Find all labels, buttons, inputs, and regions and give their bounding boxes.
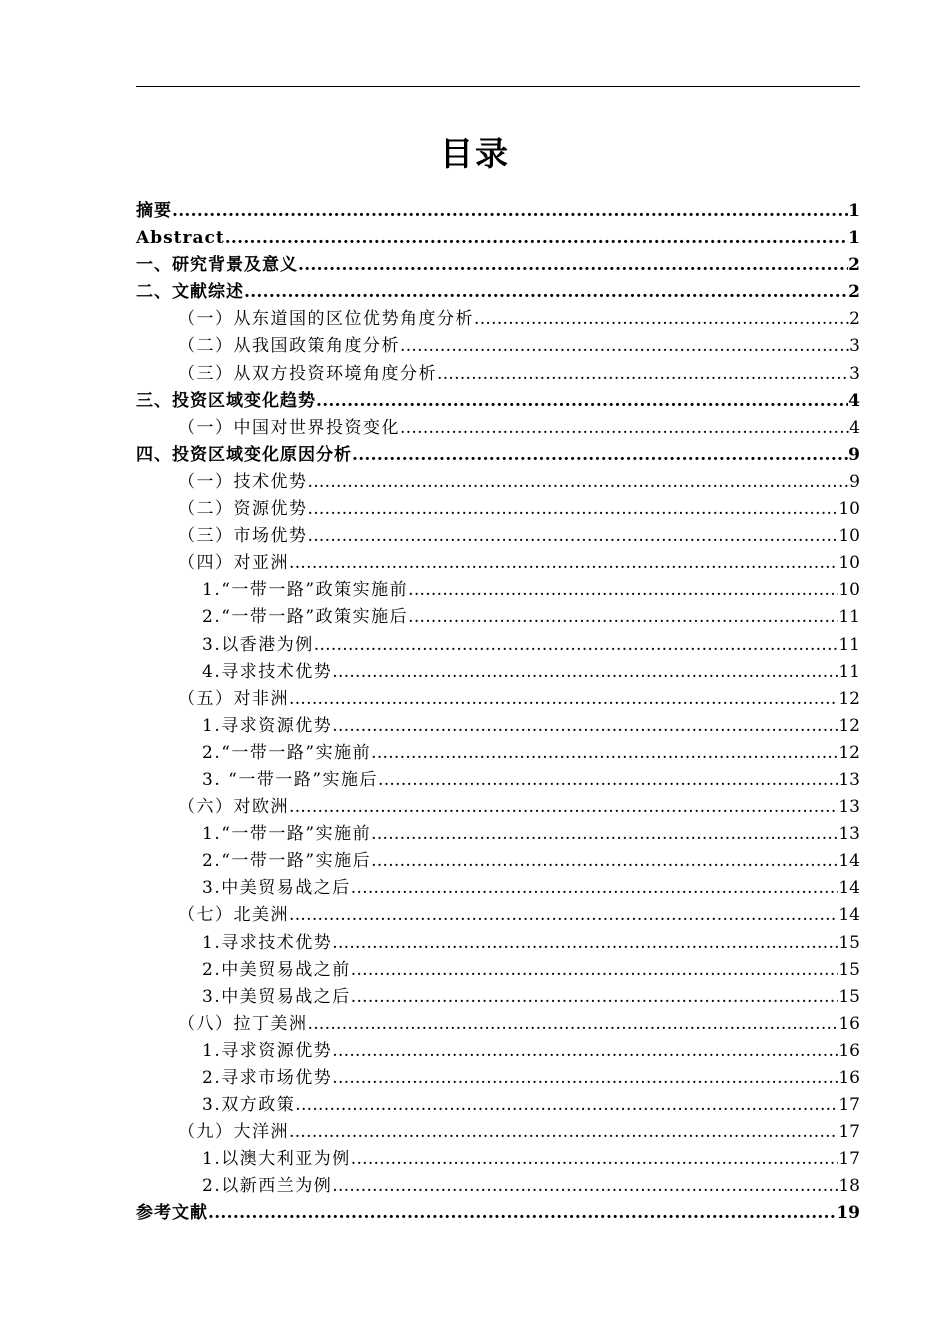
- toc-entry-label: 2.“一带一路”实施后: [202, 851, 372, 872]
- toc-entry-page-number: 17: [838, 1122, 860, 1143]
- toc-entry-label: 1.寻求技术优势: [202, 932, 333, 953]
- toc-entry-label: （五）对非洲: [178, 688, 289, 709]
- dot-leader: [289, 794, 838, 821]
- toc-entry[interactable]: [136, 902, 860, 929]
- dot-leader: [332, 713, 838, 740]
- dot-leader: [208, 1200, 836, 1227]
- toc-entry[interactable]: [136, 252, 860, 279]
- dot-leader: [332, 1173, 838, 1200]
- dot-leader: [332, 1065, 838, 1092]
- toc-entry[interactable]: [136, 984, 860, 1011]
- toc-entry-label: （一）技术优势: [178, 471, 308, 492]
- toc-entry[interactable]: [136, 1200, 860, 1227]
- toc-entry-page-number: 15: [838, 959, 860, 980]
- toc-entry-page-number: 4: [848, 390, 860, 411]
- toc-entry-label: 3.双方政策: [202, 1095, 296, 1116]
- toc-entry-label: 三、投资区域变化趋势: [136, 390, 316, 411]
- toc-entry[interactable]: [136, 279, 860, 306]
- dot-leader: [308, 1011, 839, 1038]
- header-rule: [136, 86, 860, 87]
- toc-entry[interactable]: [136, 550, 860, 577]
- toc-entry-label: 2.“一带一路”实施前: [202, 742, 372, 763]
- toc-entry-page-number: 11: [838, 661, 860, 682]
- toc-entry[interactable]: [136, 1065, 860, 1092]
- dot-leader: [289, 902, 838, 929]
- toc-entry[interactable]: [136, 713, 860, 740]
- toc-entry-page-number: 10: [838, 499, 860, 520]
- toc-entry-label: （三）从双方投资环境角度分析: [178, 363, 437, 384]
- toc-entry-page-number: 15: [838, 986, 860, 1007]
- dot-leader: [308, 469, 850, 496]
- toc-entry[interactable]: [136, 496, 860, 523]
- toc-entry-page-number: 10: [838, 580, 860, 601]
- toc-entry-page-number: 10: [838, 553, 860, 574]
- dot-leader: [378, 767, 838, 794]
- toc-entry-label: 二、文献综述: [136, 282, 244, 303]
- dot-leader: [225, 225, 848, 252]
- toc-entry-label: Abstract: [136, 228, 225, 249]
- toc-entry-page-number: 9: [849, 471, 860, 492]
- toc-entry[interactable]: [136, 577, 860, 604]
- dot-leader: [289, 550, 838, 577]
- toc-entry[interactable]: [136, 361, 860, 388]
- toc-entry-page-number: 12: [838, 688, 860, 709]
- toc-entry[interactable]: [136, 740, 860, 767]
- toc-entry[interactable]: [136, 1038, 860, 1065]
- toc-entry-page-number: 13: [838, 824, 860, 845]
- dot-leader: [172, 198, 848, 225]
- page-title: 目录: [440, 134, 510, 173]
- toc-entry-page-number: 2: [848, 282, 860, 303]
- dot-leader: [308, 496, 839, 523]
- toc-entry[interactable]: [136, 415, 860, 442]
- toc-entry-page-number: 2: [848, 255, 860, 276]
- dot-leader: [244, 279, 848, 306]
- toc-entry-page-number: 14: [838, 905, 860, 926]
- toc-entry-label: 1.以澳大利亚为例: [202, 1149, 351, 1170]
- toc-entry[interactable]: [136, 1011, 860, 1038]
- toc-entry-label: （一）从东道国的区位优势角度分析: [178, 309, 474, 330]
- toc-entry[interactable]: [136, 1146, 860, 1173]
- toc-entry-label: （一）中国对世界投资变化: [178, 417, 400, 438]
- dot-leader: [371, 821, 838, 848]
- dot-leader: [474, 306, 849, 333]
- toc-entry[interactable]: [136, 388, 860, 415]
- dot-leader: [371, 848, 838, 875]
- toc-entry-label: 4.寻求技术优势: [202, 661, 333, 682]
- toc-entry-label: 2.“一带一路”政策实施后: [202, 607, 409, 628]
- toc-entry-label: 2.寻求市场优势: [202, 1068, 333, 1088]
- toc-entry[interactable]: [136, 957, 860, 984]
- toc-entry-page-number: 15: [838, 932, 860, 953]
- toc-entry-page-number: 12: [838, 742, 860, 763]
- toc-entry-page-number: 3: [849, 363, 860, 384]
- toc-entry-label: （七）北美洲: [178, 905, 289, 926]
- toc-entry-page-number: 14: [838, 851, 860, 872]
- dot-leader: [400, 333, 849, 360]
- toc-entry-page-number: 3: [849, 336, 860, 357]
- toc-entry[interactable]: [136, 333, 860, 360]
- dot-leader: [295, 1092, 838, 1119]
- toc-entry-label: （三）市场优势: [178, 526, 308, 547]
- toc-entry-page-number: 16: [838, 1013, 860, 1034]
- toc-entry-page-number: 18: [838, 1176, 860, 1197]
- toc-entry[interactable]: [136, 794, 860, 821]
- dot-leader: [316, 388, 848, 415]
- toc-entry-page-number: 11: [838, 634, 860, 655]
- toc-entry[interactable]: [136, 523, 860, 550]
- toc-entry-page-number: 12: [838, 715, 860, 736]
- toc-entry-page-number: 2: [849, 309, 860, 330]
- toc-entry-label: （六）对欧洲: [178, 797, 289, 818]
- toc-entry-label: 参考文献: [136, 1203, 208, 1224]
- toc-entry-page-number: 16: [838, 1068, 860, 1088]
- toc-entry[interactable]: [136, 1119, 860, 1146]
- dot-leader: [332, 930, 838, 957]
- toc-entry[interactable]: [136, 225, 860, 252]
- toc-entry-label: 3. “一带一路”实施后: [202, 769, 379, 790]
- toc-entry-page-number: 17: [838, 1095, 860, 1116]
- toc-entry-label: （四）对亚洲: [178, 553, 289, 574]
- toc-entry[interactable]: [136, 875, 860, 902]
- dot-leader: [371, 740, 838, 767]
- toc-entry[interactable]: [136, 469, 860, 496]
- toc-entry-label: 摘要: [136, 201, 172, 221]
- toc-entry-label: （九）大洋洲: [178, 1122, 289, 1143]
- toc-entry-label: 四、投资区域变化原因分析: [136, 444, 352, 465]
- toc-entry[interactable]: [136, 632, 860, 659]
- toc-entry[interactable]: [136, 848, 860, 875]
- toc-entry-page-number: 13: [838, 769, 860, 790]
- toc-entry-label: （八）拉丁美洲: [178, 1013, 308, 1034]
- toc-entry-page-number: 19: [836, 1203, 860, 1224]
- dot-leader: [332, 1038, 838, 1065]
- dot-leader: [351, 984, 839, 1011]
- dot-leader: [400, 415, 849, 442]
- toc-entry-label: （二）资源优势: [178, 499, 308, 520]
- toc-entry-page-number: 1: [848, 228, 860, 249]
- toc-entry-label: 2.以新西兰为例: [202, 1176, 333, 1197]
- toc-entry-page-number: 11: [838, 607, 860, 628]
- dot-leader: [352, 442, 848, 469]
- toc-entry[interactable]: [136, 198, 860, 225]
- toc-entry[interactable]: [136, 442, 860, 469]
- toc-entry[interactable]: [136, 306, 860, 333]
- dot-leader: [351, 1146, 839, 1173]
- toc-entry-label: 3.中美贸易战之后: [202, 986, 351, 1007]
- dot-leader: [308, 523, 839, 550]
- dot-leader: [289, 686, 838, 713]
- toc-entry-label: 3.中美贸易战之后: [202, 878, 351, 899]
- toc-entry-label: 一、研究背景及意义: [136, 255, 298, 276]
- toc-entry[interactable]: [136, 1092, 860, 1119]
- toc-entry-label: 1.“一带一路”政策实施前: [202, 580, 409, 601]
- toc-entry-page-number: 4: [849, 417, 860, 438]
- dot-leader: [351, 875, 839, 902]
- toc-entry-label: 1.寻求资源优势: [202, 1040, 333, 1061]
- toc-entry-label: 3.以香港为例: [202, 634, 314, 655]
- dot-leader: [298, 252, 848, 279]
- toc-entry-page-number: 10: [838, 526, 860, 547]
- dot-leader: [332, 659, 838, 686]
- dot-leader: [408, 604, 838, 631]
- toc-entry[interactable]: [136, 659, 860, 686]
- toc-entry-label: 1.寻求资源优势: [202, 715, 333, 736]
- toc-entry[interactable]: [136, 604, 860, 631]
- toc-entry[interactable]: [136, 767, 860, 794]
- dot-leader: [408, 577, 838, 604]
- toc-entry-page-number: 9: [848, 444, 860, 465]
- toc-entry-label: 1.“一带一路”实施前: [202, 824, 372, 845]
- toc-entry-page-number: 1: [848, 201, 860, 221]
- toc-entry[interactable]: [136, 1173, 860, 1200]
- dot-leader: [289, 1119, 838, 1146]
- toc-entry-page-number: 17: [838, 1149, 860, 1170]
- toc-entry-page-number: 16: [838, 1040, 860, 1061]
- toc-entry-label: 2.中美贸易战之前: [202, 959, 351, 980]
- dot-leader: [314, 632, 839, 659]
- toc-entry[interactable]: [136, 930, 860, 957]
- toc-entry-label: （二）从我国政策角度分析: [178, 336, 400, 357]
- toc-entry-page-number: 13: [838, 797, 860, 818]
- toc-entry[interactable]: [136, 686, 860, 713]
- toc-entry-page-number: 14: [838, 878, 860, 899]
- table-of-contents: [136, 198, 860, 1228]
- dot-leader: [351, 957, 839, 984]
- dot-leader: [437, 361, 849, 388]
- toc-entry[interactable]: [136, 821, 860, 848]
